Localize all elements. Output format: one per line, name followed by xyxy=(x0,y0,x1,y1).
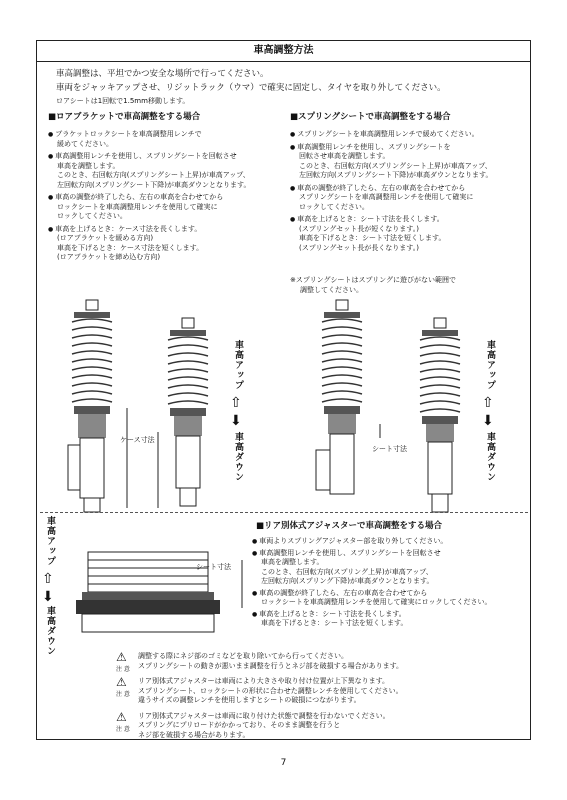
warning-label: 注 意 xyxy=(116,725,130,733)
left-up-label: 車高アップ xyxy=(233,340,243,390)
warning-icon: ⚠ xyxy=(116,709,127,724)
list-item-line: 車高を調整します。 xyxy=(261,558,324,566)
page-number: 7 xyxy=(280,758,287,768)
divider xyxy=(40,512,528,513)
left-heading: ■ロアブラケットで車高調整をする場合 xyxy=(48,112,201,122)
rear-dim-label: シート寸法 xyxy=(196,563,231,571)
list-item-line: このとき、右回転方向(スプリングシート上昇)が車高アップ、 xyxy=(299,161,492,170)
intro-line-2: 車両をジャッキアップさせ、リジットラック（ウマ）で確実に固定し、タイヤを取り外してください。 xyxy=(56,83,446,93)
right-up-label: 車高アップ xyxy=(485,340,495,390)
shock-left-b xyxy=(168,318,208,506)
list-item-line: 車高を下げるとき：ケース寸法を短くします。 xyxy=(57,243,204,252)
list-item-line: 回転させ車高を調整します。 xyxy=(299,152,390,160)
warning-text: スプリングシートの動きが悪いまま調整を行うとネジ部を破損する場合があります。 xyxy=(138,661,404,670)
list-item-line: スプリングシートを車高調整用レンチを使用して確実に xyxy=(299,193,474,201)
list-item-line: 左回転方向(スプリング下降)が車高ダウンとなります。 xyxy=(261,577,434,585)
down-arrow-icon: ⬇ xyxy=(230,413,242,429)
down-arrow-icon: ⬇ xyxy=(482,413,494,429)
left-down-label: 車高ダウン xyxy=(233,432,243,482)
page-title: 車高調整方法 xyxy=(36,40,531,62)
rear-up-label: 車高アップ xyxy=(45,516,55,566)
warning-label: 注 意 xyxy=(116,666,130,673)
left-dim-label: ケース寸法 xyxy=(120,436,155,444)
warning-icon: ⚠ xyxy=(116,675,127,689)
list-item-line: ● 車両よりスプリングアジャスター部を取り外してください。 xyxy=(252,537,447,547)
list-item-line: 車高を調整します。 xyxy=(57,161,120,170)
list-item-line: (ロアブラケットを緩める方向) xyxy=(57,234,154,242)
right-note-2: 調整してください。 xyxy=(300,286,363,294)
list-item-line: ロックシートを車高調整用レンチを使用して確実に xyxy=(57,202,218,211)
warning-text: 違うサイズの調整レンチを使用しますとシートの破損につながります。 xyxy=(138,696,361,704)
list-item-line: ロックシートを車高調整用レンチを使用して確実にロックしてください。 xyxy=(261,598,492,606)
warning-icon: ⚠ xyxy=(116,650,127,664)
list-item-line: ● 車高調整用レンチを使用し、スプリングシートを回転させ xyxy=(48,152,237,162)
list-item-line: 車高を下げるとき：シート寸法を短くします。 xyxy=(299,234,446,242)
list-item-line: 左回転方向(スプリングシート下降)が車高ダウンとなります。 xyxy=(299,171,493,179)
right-note-1: ※スプリングシートはスプリングに遊びがない範囲で xyxy=(290,276,457,284)
up-arrow-icon: ⇧ xyxy=(42,571,54,587)
intro-line-3: ロアシートは1回転で1.5mm移動します。 xyxy=(56,97,190,105)
list-item-line: ロックしてください。 xyxy=(299,202,369,211)
shock-right-b xyxy=(420,318,460,512)
warning-text: ネジ部を破損する場合があります。 xyxy=(138,730,250,739)
up-arrow-icon: ⇧ xyxy=(482,395,494,411)
list-item-line: ● 車高の調整が終了したら、左右の車高を合わせてから xyxy=(252,589,427,599)
list-item-line: ● 車高を上げるとき：シート寸法を長くします。 xyxy=(252,610,406,620)
down-arrow-icon: ⬇ xyxy=(42,589,54,605)
list-item-line: (ロアブラケットを締め込む方向) xyxy=(57,253,161,261)
list-item-line: ● 車高の調整が終了したら、左右の車高を合わせてから xyxy=(290,184,465,194)
warning-text: スプリングシート、ロックシートの形状に合わせた調整レンチを使用してください。 xyxy=(138,686,403,695)
list-item-line: このとき、右回転方向(スプリングシート上昇)が車高アップ、 xyxy=(57,171,250,179)
right-dim-label: シート寸法 xyxy=(372,445,407,453)
list-item-line: (スプリングセット長が長くなります。) xyxy=(299,243,419,252)
list-item-line: ● 車高調整用レンチを使用し、スプリングシートを xyxy=(290,143,451,153)
list-item-line: ● 車高を上げるとき：シート寸法を長くします。 xyxy=(290,215,444,225)
list-item-line: 左回転方向(スプリングシート下降)が車高ダウンとなります。 xyxy=(57,180,251,189)
warning-text: リア別体式アジャスターは車両に取り付けた状態で調整を行わないでください。 xyxy=(138,711,390,720)
list-item-line: ● スプリングシートを車高調整用レンチで緩めてください。 xyxy=(290,130,479,140)
warning-label: 注 意 xyxy=(116,691,130,698)
list-item-line: 車高を下げるとき：シート寸法を短くします。 xyxy=(261,619,408,627)
list-item-line: ● 車高を上げるとき：ケース寸法を長くします。 xyxy=(48,225,201,235)
warning-text: スプリングにプリロードがかかっており、そのまま調整を行うと xyxy=(138,721,341,729)
right-down-label: 車高ダウン xyxy=(485,432,495,482)
list-item-line: (スプリングセット長が短くなります。) xyxy=(299,224,419,233)
shock-left-a xyxy=(68,300,112,512)
up-arrow-icon: ⇧ xyxy=(230,395,242,411)
list-item-line: このとき、右回転方向(スプリング上昇)が車高アップ、 xyxy=(261,567,433,576)
rear-heading: ■リア別体式アジャスターで車高調整をする場合 xyxy=(256,521,443,531)
rear-down-label: 車高ダウン xyxy=(45,606,55,656)
list-item-line: ロックしてください。 xyxy=(57,212,127,220)
list-item-line: ● ブラケットロックシートを車高調整用レンチで xyxy=(48,130,202,140)
warning-text: 調整する際にネジ部のゴミなどを取り除いてから行ってください。 xyxy=(138,652,348,660)
intro-line-1: 車高調整は、平坦でかつ安全な場所で行ってください。 xyxy=(56,69,269,79)
list-item-line: ● 車高の調整が終了したら、左右の車高を合わせてから xyxy=(48,193,223,203)
warning-text: リア別体式アジャスターは車両により大きさや取り付け位置が上下異なります。 xyxy=(138,677,390,685)
list-item-line: 緩めてください。 xyxy=(57,139,113,148)
right-heading: ■スプリングシートで車高調整をする場合 xyxy=(290,112,451,122)
shock-right-a xyxy=(316,300,362,494)
list-item-line: ● 車高調整用レンチを使用し、スプリングシートを回転させ xyxy=(252,549,441,559)
